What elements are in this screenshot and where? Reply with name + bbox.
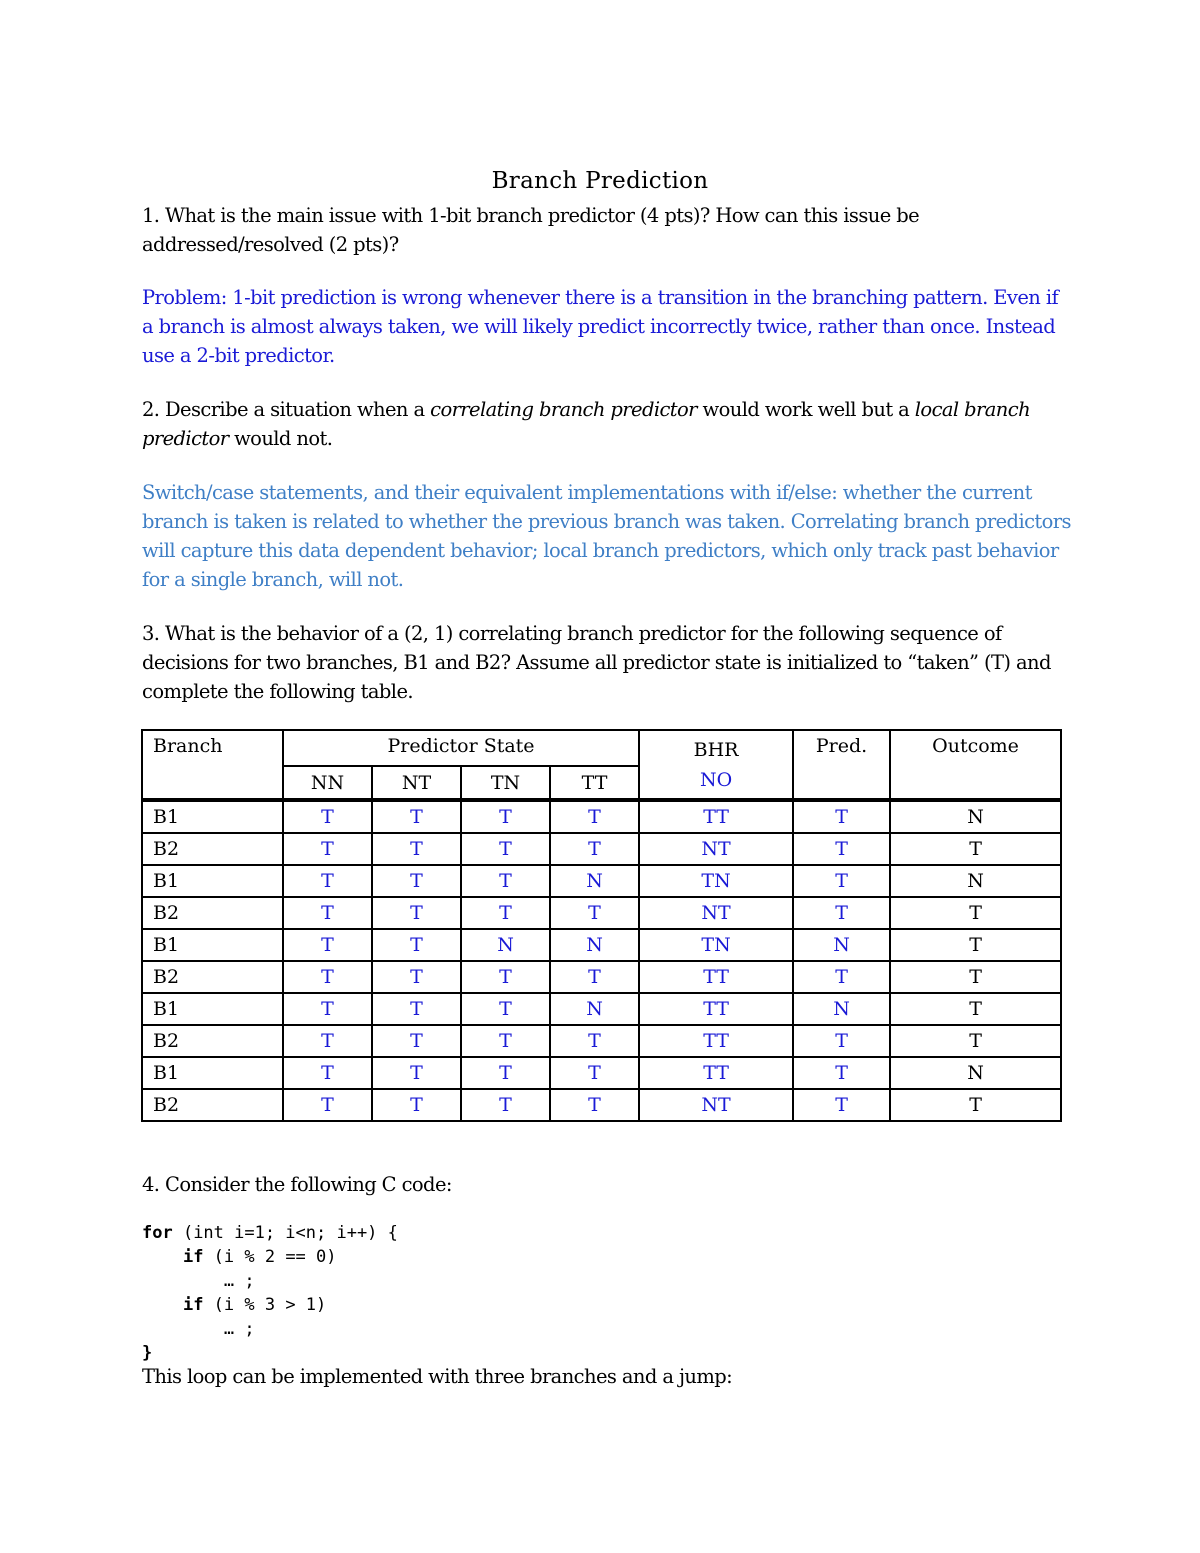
table-row [142,833,1061,865]
cell-branch: B1 [142,993,283,1025]
cell-branch: B2 [142,961,283,993]
question-2-term-correlating: correlating branch predictor [430,398,697,421]
table-row [142,800,1061,833]
table-row [142,897,1061,929]
cell-outcome: T [890,897,1061,929]
header-bhr-initial: NO [699,769,733,791]
code-line [142,1221,398,1245]
header-branch: Branch [142,730,283,800]
cell-branch: B1 [142,1057,283,1089]
code-text: … ; [223,1319,255,1339]
code-text: (i % 2 == 0) [203,1247,337,1267]
answer-1: Problem: 1-bit prediction is wrong whenever there is a transition in the branching pattern. Even if a branch is almost always taken, we will likely predict incorrectly twice, rather than once. Instead use a 2-bit predictor. [142,286,1059,367]
cell-tt: T [550,833,639,865]
cell-nn: T [283,865,372,897]
cell-tn: T [461,897,550,929]
question-2-prefix: 2. Describe a situation when a [142,398,431,421]
cell-tn: T [461,993,550,1025]
cell-bhr: TT [639,961,793,993]
cell-tn: T [461,1089,550,1121]
cell-bhr: NT [639,1089,793,1121]
header-pred: Pred. [793,730,890,800]
cell-bhr: TT [639,1057,793,1089]
cell-branch: B1 [142,929,283,961]
answer-2: Switch/case statements, and their equivalent implementations with if/else: whether the current branch is taken is related to whether the previous branch was taken. Correlating branch predictors will capture this data dependent behavior; local branch predictors, which only track past behavior for a single branch, will not. [142,481,1071,591]
cell-branch: B2 [142,897,283,929]
cell-tt: T [550,1089,639,1121]
table-row [142,961,1061,993]
cell-bhr: TN [639,865,793,897]
header-state-nn: NN [283,766,372,800]
table-row [142,1089,1061,1121]
cell-nt: T [372,1057,461,1089]
cell-nt: T [372,897,461,929]
cell-outcome: N [890,800,1061,833]
code-keyword: for [142,1223,173,1243]
cell-outcome: N [890,865,1061,897]
cell-tn: T [461,1025,550,1057]
code-line [142,1245,398,1269]
cell-nn: T [283,929,372,961]
cell-branch: B2 [142,1025,283,1057]
question-1: 1. What is the main issue with 1-bit branch predictor (4 pts)? How can this issue be addressed/resolved (2 pts)? [142,204,920,256]
cell-pred: T [793,833,890,865]
cell-tt: T [550,1025,639,1057]
cell-pred: T [793,1089,890,1121]
cell-pred: T [793,865,890,897]
cell-pred: T [793,800,890,833]
header-bhr [639,730,793,800]
code-text: (int i=1; i<n; i++) { [172,1223,398,1243]
cell-tn: N [461,929,550,961]
question-4: 4. Consider the following C code: [142,1173,452,1196]
code-text: … ; [223,1271,255,1291]
predictor-table [141,729,1062,1122]
question-4-followup: This loop can be implemented with three branches and a jump: [142,1365,733,1388]
question-2-mid: would work well but a [696,398,915,421]
cell-branch: B1 [142,800,283,833]
code-keyword: if [182,1295,204,1315]
cell-nt: T [372,833,461,865]
cell-outcome: N [890,1057,1061,1089]
cell-outcome: T [890,961,1061,993]
cell-outcome: T [890,833,1061,865]
code-line [142,1317,398,1341]
question-2-suffix: would not. [228,427,333,450]
cell-branch: B2 [142,1089,283,1121]
header-bhr-label: BHR [693,739,739,761]
table-row [142,865,1061,897]
cell-outcome: T [890,993,1061,1025]
cell-bhr: TN [639,929,793,961]
cell-nt: T [372,929,461,961]
cell-bhr: NT [639,833,793,865]
code-line [142,1269,398,1293]
cell-tn: T [461,800,550,833]
cell-bhr: NT [639,897,793,929]
cell-nt: T [372,865,461,897]
cell-nt: T [372,1089,461,1121]
header-state-nt: NT [372,766,461,800]
cell-branch: B2 [142,833,283,865]
cell-nn: T [283,1057,372,1089]
page-title: Branch Prediction [491,168,709,194]
cell-branch: B1 [142,865,283,897]
cell-pred: T [793,897,890,929]
cell-tt: N [550,929,639,961]
cell-tt: T [550,1057,639,1089]
table-row [142,1057,1061,1089]
header-state-tt: TT [550,766,639,800]
cell-nn: T [283,897,372,929]
cell-nt: T [372,961,461,993]
cell-outcome: T [890,1089,1061,1121]
cell-tn: T [461,1057,550,1089]
cell-tn: T [461,865,550,897]
cell-outcome: T [890,1025,1061,1057]
header-predictor-state: Predictor State [283,730,639,766]
code-keyword: if [182,1247,204,1267]
cell-nn: T [283,1089,372,1121]
cell-nt: T [372,993,461,1025]
table-row [142,929,1061,961]
cell-nn: T [283,833,372,865]
cell-tt: N [550,865,639,897]
cell-pred: T [793,1025,890,1057]
code-text: (i % 3 > 1) [203,1295,327,1315]
header-outcome: Outcome [890,730,1061,800]
code-block [142,1221,398,1365]
cell-nn: T [283,961,372,993]
cell-tt: T [550,961,639,993]
cell-pred: N [793,929,890,961]
cell-pred: N [793,993,890,1025]
cell-nt: T [372,800,461,833]
cell-nn: T [283,800,372,833]
cell-nn: T [283,1025,372,1057]
cell-nn: T [283,993,372,1025]
table-row [142,1025,1061,1057]
code-line [142,1293,398,1317]
cell-tt: N [550,993,639,1025]
code-text: } [142,1343,153,1363]
table-header-row [142,730,1061,766]
cell-tt: T [550,800,639,833]
cell-nt: T [372,1025,461,1057]
cell-pred: T [793,1057,890,1089]
cell-tt: T [550,897,639,929]
cell-tn: T [461,833,550,865]
cell-tn: T [461,961,550,993]
cell-pred: T [793,961,890,993]
header-state-tn: TN [461,766,550,800]
cell-bhr: TT [639,1025,793,1057]
table-row [142,993,1061,1025]
question-2 [142,395,1072,453]
cell-outcome: T [890,929,1061,961]
question-2-term-local: local branch predictor [142,398,1031,450]
cell-bhr: TT [639,993,793,1025]
cell-bhr: TT [639,800,793,833]
question-3: 3. What is the behavior of a (2, 1) correlating branch predictor for the following sequence of decisions for two branches, B1 and B2? Assume all predictor state is initialized to “taken” (T) and complete the following table. [142,622,1051,703]
